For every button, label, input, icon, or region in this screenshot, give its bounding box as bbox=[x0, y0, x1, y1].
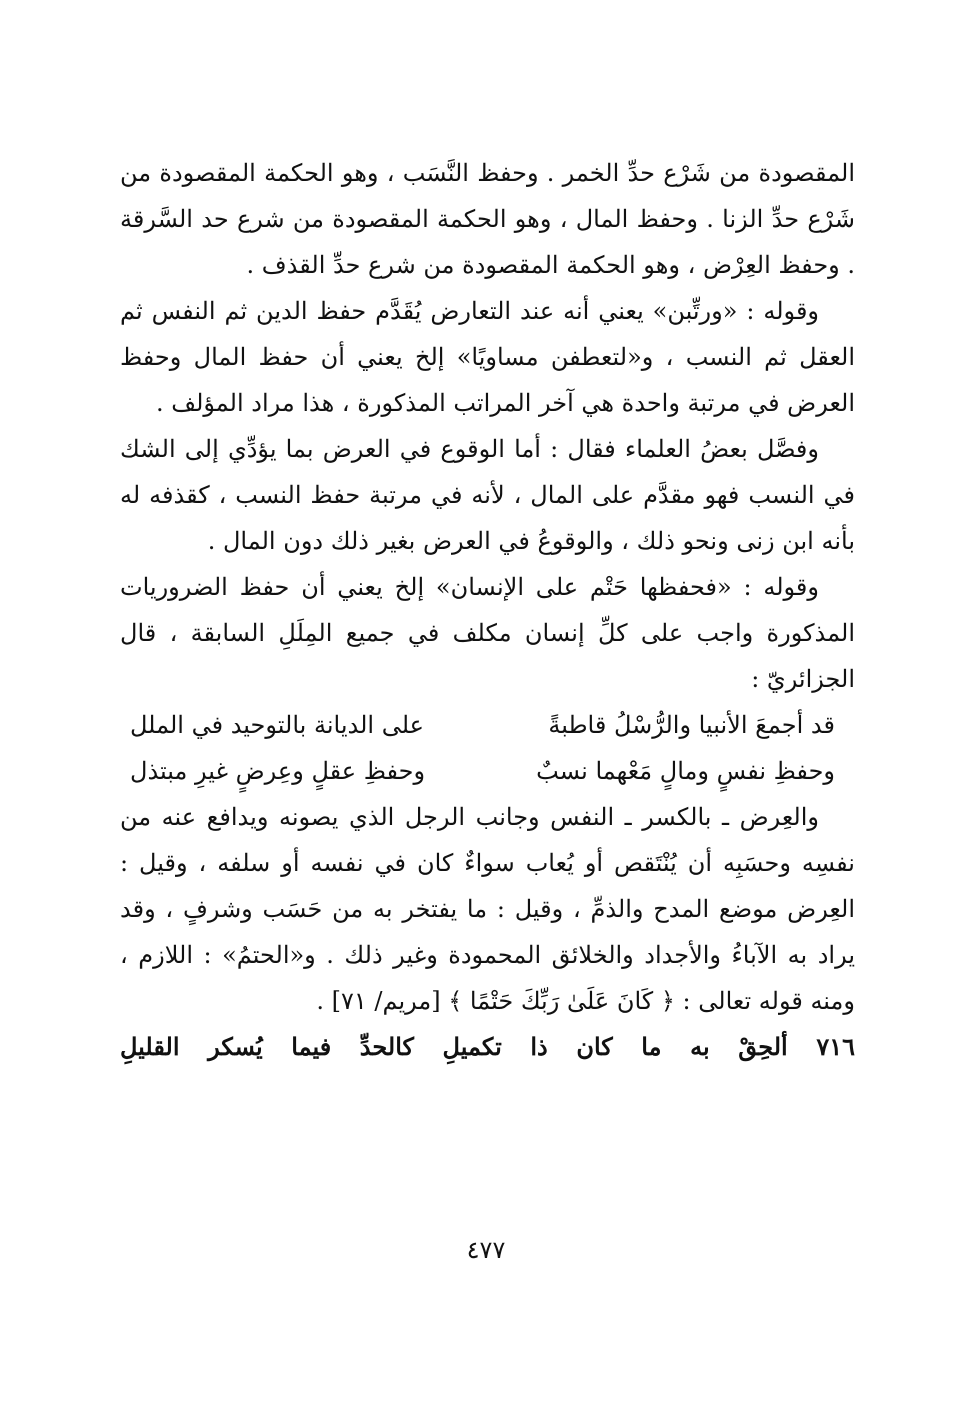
poem bbox=[120, 702, 855, 794]
poem-line-1 bbox=[120, 702, 855, 748]
body-text bbox=[120, 150, 855, 1070]
paragraph-3: وفصَّل بعضُ العلماء فقال : أما الوقوع في العرض بما يؤدِّي إلى الشك في النسب فهو مقدَّم على المال ، لأنه في مرتبة حفظ النسب ، كقذفه له بأنه ابن زنى ونحو ذلك ، والوقوعُ في العرض بغير ذلك دون المال . bbox=[120, 435, 855, 555]
paragraph-1: المقصودة من شَرْع حدِّ الخمر . وحفظ النَّسَب ، وهو الحكمة المقصودة من شَرْع حدِّ الزنا . وحفظ المال ، وهو الحكمة المقصودة من شرع حد السَّرقة . وحفظ العِرْض ، وهو الحكمة المقصودة من شرع حدِّ القذف . bbox=[120, 159, 856, 279]
page-number: ٤٧٧ bbox=[466, 1236, 506, 1264]
verse-line-716: ٧١٦ ألحِقْ به ما كان ذا تكميلِ كالحدِّ فيما يُسكر القليلِ bbox=[120, 1032, 855, 1061]
paragraph-4: وقوله : «فحفظها حَتْم على الإنسان» إلخ يعني أن حفظ الضروريات المذكورة واجب على كلِّ إنسان مكلف في جميع المِلَلِ السابقة ، قال الجزائريّ : bbox=[120, 573, 855, 693]
poem-line-1-second: على الديانة بالتوحيد في الملل bbox=[130, 711, 424, 739]
poem-line-2-second: وحفظِ عقلٍ وعِرضٍ غيرِ مبتذل bbox=[130, 757, 426, 785]
paragraph-2: وقوله : «ورتِّبن» يعني أنه عند التعارض يُقَدَّم حفظ الدين ثم النفس ثم العقل ثم النسب ، و«لتعطفن مساويًا» إلخ يعني أن حفظ المال وحفظ العرض في مرتبة واحدة هي آخر المراتب المذكورة ، هذا مراد المؤلف . bbox=[120, 297, 855, 417]
poem-line-1-first: قد أجمعَ الأنبيا والرُّسْلُ قاطبةً bbox=[548, 711, 835, 739]
paragraph-5: والعِرض ـ بالكسر ـ النفس وجانب الرجل الذي يصونه ويدافع عنه من نفسِه وحسَبِه أن يُنْتَقص أو يُعاب سواءٌ كان في نفسه أو سلفه ، وقيل : العِرض موضع المدح والذمِّ ، وقيل : ما يفتخر به من حَسَب وشرفٍ ، وقد يراد به الآباءُ والأجداد والخلائق المحمودة وغير ذلك . و«الحتمُ» : اللازم ، ومنه قوله تعالى : ﴿ كَانَ عَلَىٰ رَبِّكَ حَتْمًا ﴾ [مريم/ ٧١] . bbox=[120, 803, 855, 1015]
poem-line-2-first: وحفظِ نفسٍ ومالٍ مَعْهما نسبٌ bbox=[536, 757, 835, 785]
poem-line-2 bbox=[120, 748, 855, 794]
